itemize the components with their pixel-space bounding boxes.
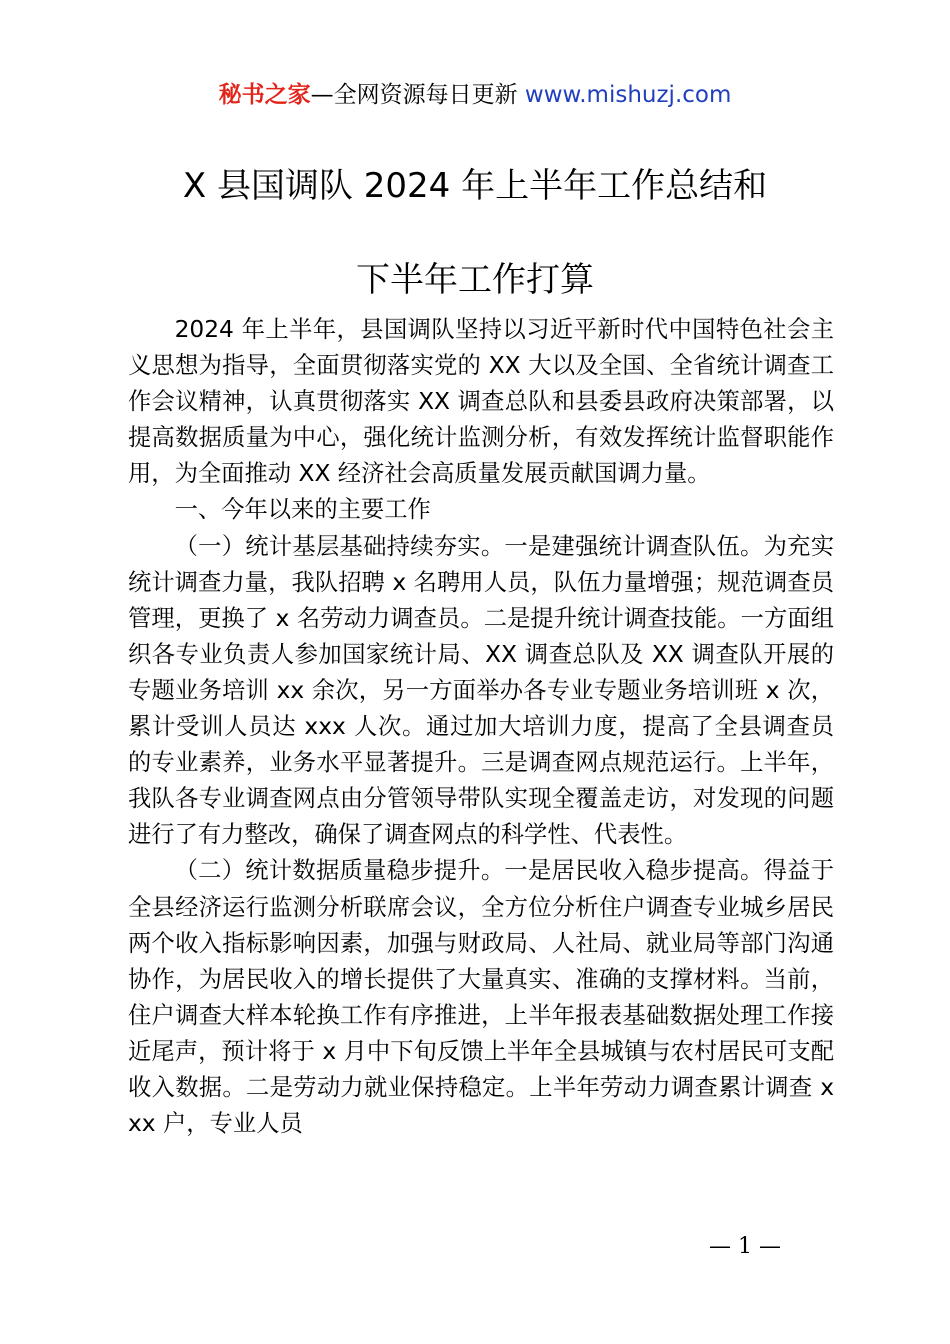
paragraph-data-quality: （二）统计数据质量稳步提升。一是居民收入稳步提高。得益于全县经济运行监测分析联席会议，全方位分析住户调查专业城乡居民两个收入指标影响因素，加强与财政局、人社局、就业局等部门沟通协作，为居民收入的增长提供了大量真实、准确的支撑材料。当前，住户调查大样本轮换工作有序推进，上半年报表基础数据处理工作接近尾声，预计将于 x 月中下旬反馈上半年全县城镇与农村居民可支配收入数据。二是劳动力就业保持稳定。上半年劳动力调查累计调查 xxx 户，专业人员 <box>128 857 834 1138</box>
document-title-line-2: 下半年工作打算 <box>356 260 594 300</box>
document-body <box>128 312 834 1142</box>
site-header <box>0 78 950 112</box>
site-tagline: —全网资源每日更新 <box>310 82 518 108</box>
page-number: — 1 — <box>709 1234 781 1259</box>
intro-paragraph: 2024 年上半年，县国调队坚持以习近平新时代中国特色社会主义思想为指导，全面贯彻落实党的 XX 大以及全国、全省统计调查工作会议精神，认真贯彻落实 XX 调查总队和县委县政府决策部署，以提高数据质量为中心，强化统计监测分析，有效发挥统计监督职能作用，为全面推动 XX 经济社会高质量发展贡献国调力量。 <box>128 316 834 488</box>
paragraph-grassroots-foundation: （一）统计基层基础持续夯实。一是建强统计调查队伍。为充实统计调查力量，我队招聘 x 名聘用人员，队伍力量增强；规范调查员管理，更换了 x 名劳动力调查员。二是提升统计调查技能。一方面组织各专业负责人参加国家统计局、XX 调查总队及 XX 调查队开展的专题业务培训 xx 余次，另一方面举办各专业专题业务培训班 x 次，累计受训人员达 xxx 人次。通过加大培训力度，提高了全县调查员的专业素养，业务水平显著提升。三是调查网点规范运行。上半年，我队各专业调查网点由分管领导带队实现全覆盖走访，对发现的问题进行了有力整改，确保了调查网点的科学性、代表性。 <box>128 532 834 849</box>
document-title-line-1: X 县国调队 2024 年上半年工作总结和 <box>182 166 768 206</box>
section-heading-main-work: 一、今年以来的主要工作 <box>174 496 431 524</box>
site-brand: 秘书之家 <box>218 82 311 108</box>
site-url-link[interactable]: www.mishuzj.com <box>524 82 732 108</box>
